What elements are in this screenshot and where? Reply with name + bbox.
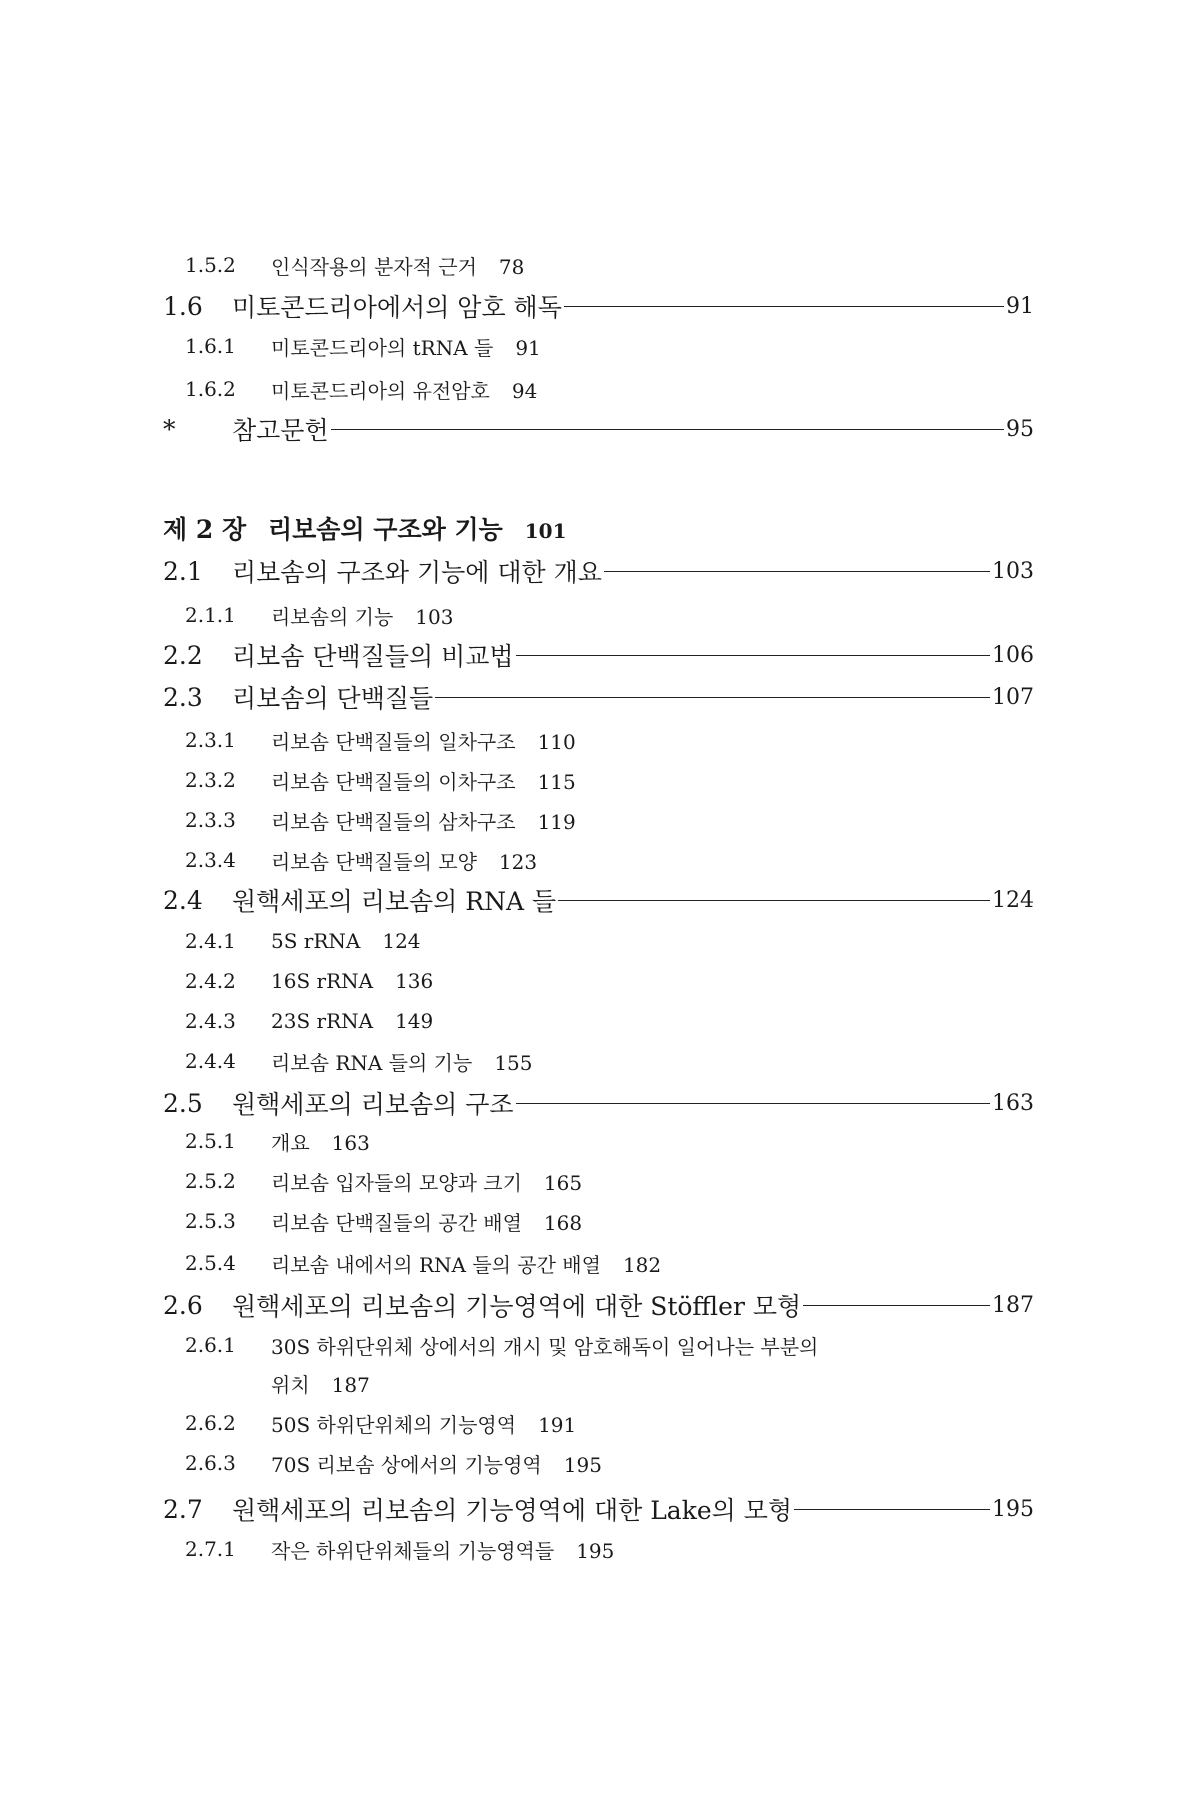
title-wrap bbox=[271, 969, 433, 993]
toc-entry bbox=[0, 923, 1200, 959]
section-title: 리보솜 단백질들의 모양 bbox=[271, 849, 477, 874]
toc-entry bbox=[0, 247, 1200, 283]
page-number: 124 bbox=[992, 887, 1034, 913]
page-number: 103 bbox=[415, 604, 454, 629]
toc-entry bbox=[0, 1003, 1200, 1039]
page-number: 101 bbox=[524, 519, 567, 543]
page-number: 78 bbox=[498, 254, 525, 279]
page-number: 168 bbox=[543, 1210, 583, 1235]
leader-line bbox=[516, 655, 990, 656]
section-title: 리보솜 단백질들의 일차구조 bbox=[271, 729, 516, 754]
toc-entry bbox=[0, 1491, 1200, 1527]
section-number: 2.4.2 bbox=[185, 969, 236, 993]
section-number: 1.5.2 bbox=[185, 253, 236, 277]
page-number: 95 bbox=[1006, 416, 1034, 442]
section-title: 70S 리보솜 상에서의 기능영역 bbox=[271, 1452, 542, 1477]
section-number: 2.2 bbox=[163, 640, 203, 670]
page-number: 123 bbox=[498, 849, 538, 874]
toc-entry bbox=[0, 637, 1200, 673]
section-number: 2.5.3 bbox=[185, 1209, 236, 1233]
toc-entry bbox=[0, 597, 1200, 633]
section-title: 리보솜의 구조와 기능 bbox=[268, 515, 503, 544]
section-number: 2.3.3 bbox=[185, 808, 236, 832]
section-number: 2.1.1 bbox=[185, 603, 236, 627]
section-title: 리보솜의 구조와 기능에 대한 개요 bbox=[232, 558, 602, 587]
section-title: 리보솜의 기능 bbox=[271, 604, 394, 629]
section-number: 2.5.4 bbox=[185, 1251, 236, 1275]
page-number: 187 bbox=[992, 1292, 1034, 1318]
continuation-wrap bbox=[271, 1369, 370, 1398]
section-title: 리보솜 단백질들의 삼차구조 bbox=[271, 809, 516, 834]
section-title: 원핵세포의 리보솜의 구조 bbox=[232, 1090, 514, 1119]
page-number: 103 bbox=[992, 558, 1034, 584]
toc-entry bbox=[0, 411, 1200, 447]
page-number: 110 bbox=[537, 729, 576, 754]
section-title: 리보솜의 단백질들 bbox=[232, 684, 434, 713]
title-wrap bbox=[271, 806, 576, 835]
toc-entry bbox=[0, 1445, 1200, 1481]
title-wrap bbox=[271, 1409, 576, 1438]
section-title: 5S rRNA bbox=[271, 929, 361, 953]
page-number: 165 bbox=[543, 1170, 583, 1195]
title-wrap bbox=[271, 1009, 433, 1033]
title-wrap bbox=[271, 601, 453, 630]
page-number: 94 bbox=[511, 378, 538, 403]
section-number: 2.1 bbox=[163, 556, 203, 586]
title-wrap bbox=[271, 726, 576, 755]
title-wrap bbox=[271, 766, 576, 795]
section-title: 미토콘드리아의 유전암호 bbox=[271, 378, 490, 403]
section-title: 작은 하위단위체들의 기능영역들 bbox=[271, 1538, 555, 1563]
page-number: 124 bbox=[382, 929, 421, 953]
section-number: 2.6.2 bbox=[185, 1411, 236, 1435]
page-number: 91 bbox=[515, 335, 541, 360]
section-title: 원핵세포의 리보솜의 기능영역에 대한 Lake의 모형 bbox=[232, 1496, 793, 1525]
page-number: 136 bbox=[395, 969, 434, 993]
section-number: 2.4.1 bbox=[185, 929, 236, 953]
section-number: 제 2 장 bbox=[163, 515, 247, 544]
toc-entry bbox=[0, 722, 1200, 758]
page-number: 107 bbox=[992, 684, 1034, 710]
section-title: 50S 하위단위체의 기능영역 bbox=[271, 1412, 517, 1437]
section-title-continuation: 위치 bbox=[271, 1372, 310, 1397]
page-number: 195 bbox=[992, 1496, 1034, 1522]
leader-line bbox=[516, 1103, 990, 1104]
section-title: 미토콘드리아에서의 암호 해독 bbox=[232, 293, 562, 322]
leader-line bbox=[564, 306, 1004, 307]
title-wrap bbox=[271, 332, 541, 361]
toc-entry bbox=[0, 679, 1200, 715]
leader-line bbox=[435, 697, 990, 698]
section-number: 2.4.3 bbox=[185, 1009, 236, 1033]
page-number: 163 bbox=[331, 1130, 370, 1155]
leader-line bbox=[331, 429, 1004, 430]
section-number: 2.3.1 bbox=[185, 728, 236, 752]
toc-entry bbox=[0, 963, 1200, 999]
page-number: 163 bbox=[992, 1090, 1034, 1116]
toc-entry bbox=[0, 1043, 1200, 1079]
toc-entry bbox=[0, 371, 1200, 407]
section-number: 1.6.1 bbox=[185, 334, 236, 358]
section-title: 23S rRNA bbox=[271, 1009, 374, 1033]
title-wrap bbox=[271, 1167, 582, 1196]
toc-entry bbox=[0, 553, 1200, 589]
toc-entry bbox=[0, 842, 1200, 878]
page-number: 182 bbox=[622, 1252, 662, 1277]
leader-line bbox=[794, 1509, 990, 1510]
title-wrap bbox=[271, 1449, 602, 1478]
title-wrap bbox=[271, 375, 537, 404]
section-title: 리보솜 RNA 들의 기능 bbox=[271, 1050, 473, 1075]
page-number: 106 bbox=[992, 642, 1034, 668]
section-title: 리보솜 입자들의 모양과 크기 bbox=[271, 1170, 522, 1195]
page-number: 119 bbox=[537, 809, 576, 834]
title-wrap bbox=[271, 1207, 582, 1236]
toc-entry bbox=[0, 510, 1200, 546]
section-title: 인식작용의 분자적 근거 bbox=[271, 254, 477, 279]
toc-entry bbox=[0, 1085, 1200, 1121]
page-number: 149 bbox=[395, 1009, 434, 1033]
section-number: 2.6.1 bbox=[185, 1333, 236, 1357]
title-wrap bbox=[268, 510, 567, 546]
section-number: 2.5 bbox=[163, 1088, 203, 1118]
page-number: 187 bbox=[331, 1372, 370, 1397]
section-number: 2.4.4 bbox=[185, 1049, 236, 1073]
section-title: 16S rRNA bbox=[271, 969, 374, 993]
toc-entry bbox=[0, 1327, 1200, 1363]
section-number: * bbox=[163, 414, 176, 444]
toc-entry bbox=[0, 1531, 1200, 1567]
section-title: 원핵세포의 리보솜의 기능영역에 대한 Stöffler 모형 bbox=[232, 1292, 802, 1321]
toc-entry bbox=[0, 1123, 1200, 1159]
title-wrap bbox=[271, 1127, 370, 1156]
section-title: 개요 bbox=[271, 1130, 310, 1155]
toc-entry-continuation bbox=[0, 1365, 1200, 1401]
section-number: 1.6 bbox=[163, 291, 203, 321]
page-number: 191 bbox=[538, 1412, 577, 1437]
toc-entry bbox=[0, 1203, 1200, 1239]
title-wrap bbox=[271, 1535, 614, 1564]
leader-line bbox=[803, 1305, 990, 1306]
toc-entry bbox=[0, 1245, 1200, 1281]
section-number: 2.6 bbox=[163, 1290, 203, 1320]
section-number: 2.6.3 bbox=[185, 1451, 236, 1475]
page-number: 155 bbox=[494, 1050, 533, 1075]
toc-entry bbox=[0, 288, 1200, 324]
section-title: 참고문헌 bbox=[232, 416, 329, 445]
leader-line bbox=[558, 900, 990, 901]
section-title: 30S 하위단위체 상에서의 개시 및 암호해독이 일어나는 부분의 bbox=[271, 1334, 819, 1359]
title-wrap bbox=[271, 929, 421, 953]
section-number: 2.3.4 bbox=[185, 848, 236, 872]
section-number: 2.4 bbox=[163, 885, 203, 915]
title-wrap bbox=[271, 1249, 661, 1278]
section-title: 리보솜 단백질들의 공간 배열 bbox=[271, 1210, 522, 1235]
page-number: 195 bbox=[576, 1538, 615, 1563]
section-number: 2.5.1 bbox=[185, 1129, 236, 1153]
section-title: 리보솜 단백질들의 비교법 bbox=[232, 642, 514, 671]
toc-entry bbox=[0, 802, 1200, 838]
page-number: 115 bbox=[537, 769, 576, 794]
toc-entry bbox=[0, 1163, 1200, 1199]
section-title: 리보솜 단백질들의 이차구조 bbox=[271, 769, 516, 794]
toc-entry bbox=[0, 882, 1200, 918]
section-title: 미토콘드리아의 tRNA 들 bbox=[271, 335, 494, 360]
title-wrap bbox=[271, 1047, 533, 1076]
section-number: 2.7 bbox=[163, 1494, 203, 1524]
toc-entry bbox=[0, 762, 1200, 798]
toc-entry bbox=[0, 328, 1200, 364]
leader-line bbox=[604, 571, 990, 572]
section-title: 원핵세포의 리보솜의 RNA 들 bbox=[232, 887, 557, 916]
section-number: 2.3.2 bbox=[185, 768, 236, 792]
title-wrap bbox=[271, 251, 524, 280]
toc-entry bbox=[0, 1287, 1200, 1323]
title-wrap bbox=[271, 846, 537, 875]
section-number: 2.3 bbox=[163, 682, 203, 712]
section-number: 1.6.2 bbox=[185, 377, 236, 401]
page-number: 91 bbox=[1006, 293, 1034, 319]
section-number: 2.7.1 bbox=[185, 1537, 236, 1561]
page-number: 195 bbox=[563, 1452, 602, 1477]
section-number: 2.5.2 bbox=[185, 1169, 236, 1193]
section-title: 리보솜 내에서의 RNA 들의 공간 배열 bbox=[271, 1252, 601, 1277]
toc-entry bbox=[0, 1405, 1200, 1441]
